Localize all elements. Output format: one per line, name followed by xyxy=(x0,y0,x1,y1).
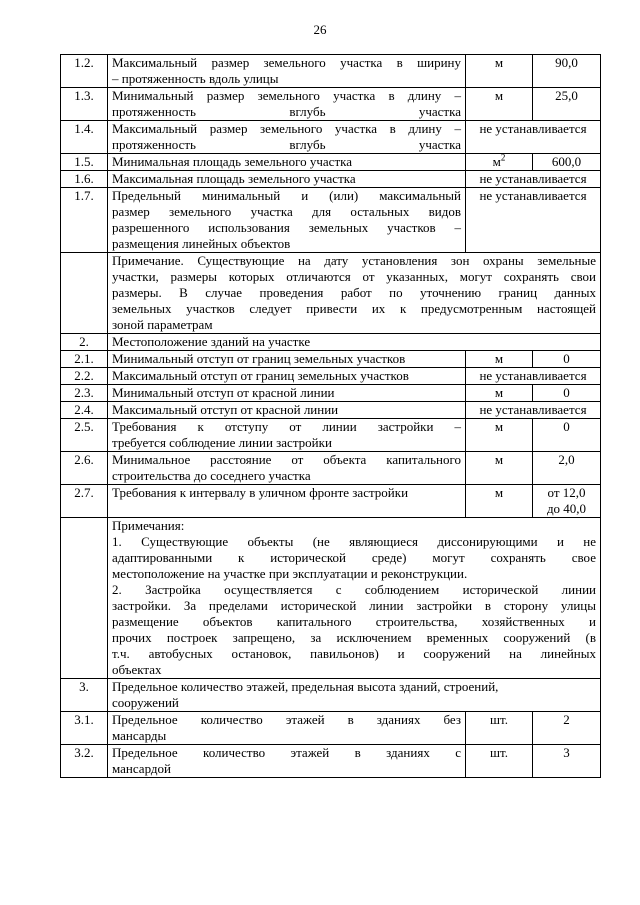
row-description: Максимальная площадь земельного участка xyxy=(108,171,466,188)
row-description: Максимальный размер земельного участка в ширину – протяженность вдоль улицы xyxy=(108,55,466,88)
note-block: Примечание. Существующие на дату установления зон охраны земельные участки, размеры которых отличаются от указанных, могут сохранять свои размеры. В случае проведения работ по уточнению границ данных земельных участков следует привести их к предусмотренным настоящей зоной параметрам xyxy=(108,253,601,334)
row-description: Минимальный отступ от границ земельных участков xyxy=(108,351,466,368)
row-unit: м xyxy=(466,452,533,485)
row-description: Максимальный отступ от красной линии xyxy=(108,402,466,419)
row-number: 2.6. xyxy=(61,452,108,485)
table-row xyxy=(61,368,601,385)
table-row xyxy=(61,121,601,154)
table-row-note xyxy=(61,253,601,334)
row-unit: м xyxy=(466,485,533,518)
section-title: Предельное количество этажей, предельная высота зданий, строений, сооружений xyxy=(108,679,601,712)
row-description: Максимальный отступ от границ земельных участков xyxy=(108,368,466,385)
row-unit: шт. xyxy=(466,745,533,778)
row-number-empty xyxy=(61,518,108,679)
row-number: 2.1. xyxy=(61,351,108,368)
row-description: Требования к интервалу в уличном фронте застройки xyxy=(108,485,466,518)
row-number: 2.4. xyxy=(61,402,108,419)
table-row xyxy=(61,188,601,253)
row-number: 1.4. xyxy=(61,121,108,154)
row-value: не устанавливается xyxy=(466,368,601,385)
row-value: не устанавливается xyxy=(466,171,601,188)
section-title: Местоположение зданий на участке xyxy=(108,334,601,351)
table-row xyxy=(61,402,601,419)
row-number: 2.7. xyxy=(61,485,108,518)
row-number: 1.5. xyxy=(61,154,108,171)
row-number: 1.2. xyxy=(61,55,108,88)
table-row xyxy=(61,351,601,368)
table-row xyxy=(61,154,601,171)
table-row xyxy=(61,88,601,121)
row-unit: $м^2$ xyxy=(466,154,533,171)
row-number: 2.5. xyxy=(61,419,108,452)
row-unit: м xyxy=(466,88,533,121)
row-number: 3.2. xyxy=(61,745,108,778)
row-description: Предельное количество этажей в зданиях без мансарды xyxy=(108,712,466,745)
row-number: 1.3. xyxy=(61,88,108,121)
table-row-section xyxy=(61,334,601,351)
row-description: Минимальное расстояние от объекта капитального строительства до соседнего участка xyxy=(108,452,466,485)
row-unit: м xyxy=(466,351,533,368)
table-row xyxy=(61,712,601,745)
row-description: Максимальный размер земельного участка в длину – протяженность вглубь участка xyxy=(108,121,466,154)
table-row xyxy=(61,745,601,778)
row-value: 2,0 xyxy=(533,452,601,485)
table-row xyxy=(61,171,601,188)
table-row xyxy=(61,55,601,88)
row-value: не устанавливается xyxy=(466,188,601,253)
row-description: Минимальный отступ от красной линии xyxy=(108,385,466,402)
table-row xyxy=(61,452,601,485)
row-unit: м xyxy=(466,385,533,402)
row-value: не устанавливается xyxy=(466,402,601,419)
row-value: 25,0 xyxy=(533,88,601,121)
row-value: не устанавливается xyxy=(466,121,601,154)
table-row xyxy=(61,385,601,402)
row-description: Предельный минимальный и (или) максимальный размер земельного участка для остальных видов разрешенного использования земельных участков – размещения линейных объектов xyxy=(108,188,466,253)
row-unit: м xyxy=(466,55,533,88)
row-unit: шт. xyxy=(466,712,533,745)
row-value: 0 xyxy=(533,419,601,452)
row-number: 1.7. xyxy=(61,188,108,253)
row-value: 600,0 xyxy=(533,154,601,171)
row-value: 0 xyxy=(533,385,601,402)
row-unit: м xyxy=(466,419,533,452)
row-number: 3. xyxy=(61,679,108,712)
row-description: Требования к отступу от линии застройки – требуется соблюдение линии застройки xyxy=(108,419,466,452)
row-number: 2. xyxy=(61,334,108,351)
table-row-note xyxy=(61,518,601,679)
page-number: 26 xyxy=(313,22,327,37)
row-value: 90,0 xyxy=(533,55,601,88)
table-row xyxy=(61,419,601,452)
regulations-table xyxy=(60,54,601,778)
row-number: 2.3. xyxy=(61,385,108,402)
row-value: 0 xyxy=(533,351,601,368)
table-row-section xyxy=(61,679,601,712)
row-value: 2 xyxy=(533,712,601,745)
table-row xyxy=(61,485,601,518)
row-number: 3.1. xyxy=(61,712,108,745)
row-number: 2.2. xyxy=(61,368,108,385)
row-description: Предельное количество этажей в зданиях с мансардой xyxy=(108,745,466,778)
row-value: от 12,0 до 40,0 xyxy=(533,485,601,518)
row-value: 3 xyxy=(533,745,601,778)
note-block: Примечания: 1. Существующие объекты (не являющиеся диссонирующими и не адаптированными к исторической среде) могут сохранять свое местоположение на участке при эксплуатации и реконструкции. 2. Застройка осуществляется с соблюдением исторической линии застройки. За пределами исторической линии застройки в сторону улицы размещение объектов капитального строительства, хозяйственных и прочих построек запрещено, за исключением временных сооружений (в т.ч. автобусных остановок, павильонов) и сооружений на линейных объектах xyxy=(108,518,601,679)
row-description: Минимальный размер земельного участка в длину – протяженность вглубь участка xyxy=(108,88,466,121)
row-number-empty xyxy=(61,253,108,334)
row-description: Минимальная площадь земельного участка xyxy=(108,154,466,171)
row-number: 1.6. xyxy=(61,171,108,188)
